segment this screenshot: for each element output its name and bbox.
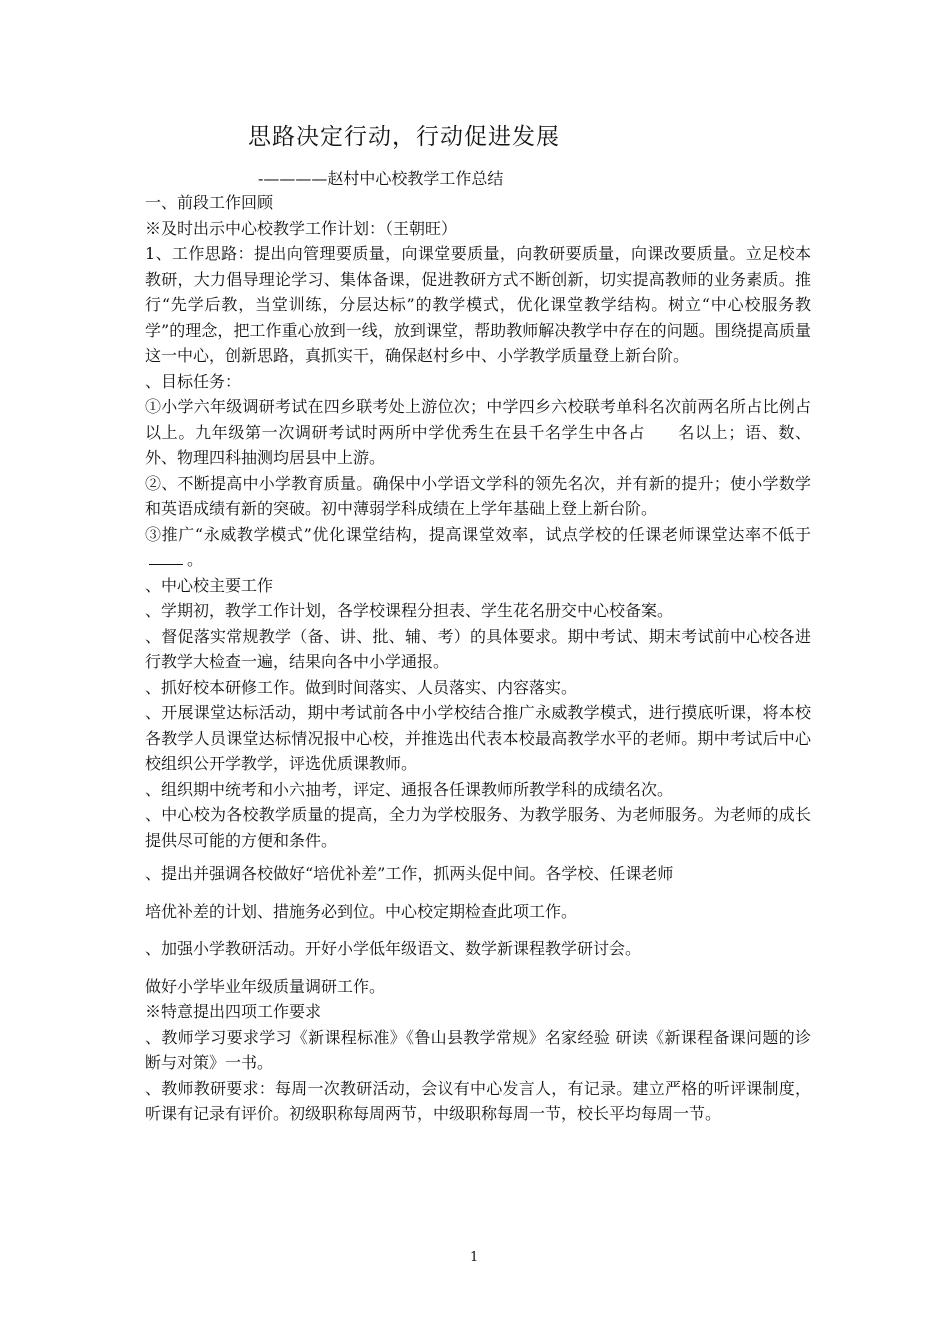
paragraph: ②、不断提高中小学教育质量。确保中小学语文学科的领先名次，并有新的提升；使小学数学和英语成绩有新的突破。初中薄弱学科成绩在上学年基础上登上新台阶。 [145,473,811,518]
page-number: 1 [470,1250,479,1265]
paragraph: 培优补差的计划、措施务必到位。中心校定期检查此项工作。 [145,901,578,921]
paragraph: ①小学六年级调研考试在四乡联考处上游位次；中学四乡六校联考单科名次前两名所占比例占 以上。九年级第一次调研考试时两所中学优秀生在县千名学生中各占 名以上；语、数、外、物理四科抽测均居县中上游。 [145,397,844,467]
document-subtitle: -————赵村中心校教学工作总结 [258,169,504,188]
paragraph: 、中心校主要工作 [145,575,274,595]
paragraph: 做好小学毕业年级质量调研工作。 [145,976,386,996]
section-heading: 一、前段工作回顾 [145,193,274,212]
document-title: 思路决定行动，行动促进发展 [248,124,560,150]
paragraph-text: 。 [187,550,204,569]
paragraph: 1、工作思路：提出向管理要质量，向课堂要质量，向教研要质量，向课改要质量。立足校本教研，大力倡导理论学习、集体备课，促进教研方式不断创新，切实提高教师的业务素质。推行“先学后教，当堂训练，分层达标”的教学模式，优化课堂教学结构。树立“中心校服务教学”的理念，把工作重心放到一线，放到课堂，帮助教师解决教学中存在的问题。围绕提高质量这一中心，创新思路，真抓实干，确保赵村乡中、小学教学质量登上新台阶。 [145,244,811,365]
paragraph: 、抓好校本研修工作。做到时间落实、人员落实、内容落实。 [145,677,578,697]
document-body [145,190,844,1127]
paragraph: 、组织期中统考和小六抽考，评定、通报各任课教师所教学科的成绩名次。 [145,779,674,799]
paragraph: 、提出并强调各校做好“培优补差”工作，抓两头促中间。各学校、任课老师 [145,864,674,883]
paragraph: 、目标任务： [145,371,242,391]
paragraph: 、开展课堂达标活动，期中考试前各中小学校结合推广永威教学模式，进行摸底听课，将本校各教学人员课堂达标情况报中心校，并推选出代表本校最高教学水平的老师。期中考试后中心校组织公开学教学，评选优质课教师。 [145,703,811,773]
paragraph: 、中心校为各校教学质量的提高，全力为学校服务、为教学服务、为老师服务。为老师的成长提供尽可能的方便和条件。 [145,805,811,850]
paragraph-text: ③推广“永威教学模式”优化课堂结构，提高课堂效率，试点学校的任课老师课堂达率不低于 [145,524,811,544]
paragraph-with-blank [145,522,811,573]
paragraph: 、加强小学教研活动。开好小学低年级语文、数学新课程教学研讨会。 [145,939,642,958]
paragraph: ※及时出示中心校教学工作计划：（王朝旺） [145,218,458,238]
paragraph: 、教师教研要求：每周一次教研活动，会议有中心发言人，有记录。建立严格的听评课制度，听课有记录有评价。初级职称每周两节，中级职称每周一节，校长平均每周一节。 [145,1078,811,1123]
paragraph: 、督促落实常规教学（备、讲、批、辅、考）的具体要求。期中考试、期末考试前中心校各进行教学大检查一遍，结果向各中小学通报。 [145,626,811,671]
paragraph: 、教师学习要求学习《新课程标准》《鲁山县教学常规》名家经验 研读《新课程备课问题的诊断与对策》一书。 [145,1027,811,1072]
paragraph: 、学期初，教学工作计划，各学校课程分担表、学生花名册交中心校备案。 [145,601,674,620]
fill-blank [149,549,183,565]
section-heading: ※特意提出四项工作要求 [145,1002,322,1021]
